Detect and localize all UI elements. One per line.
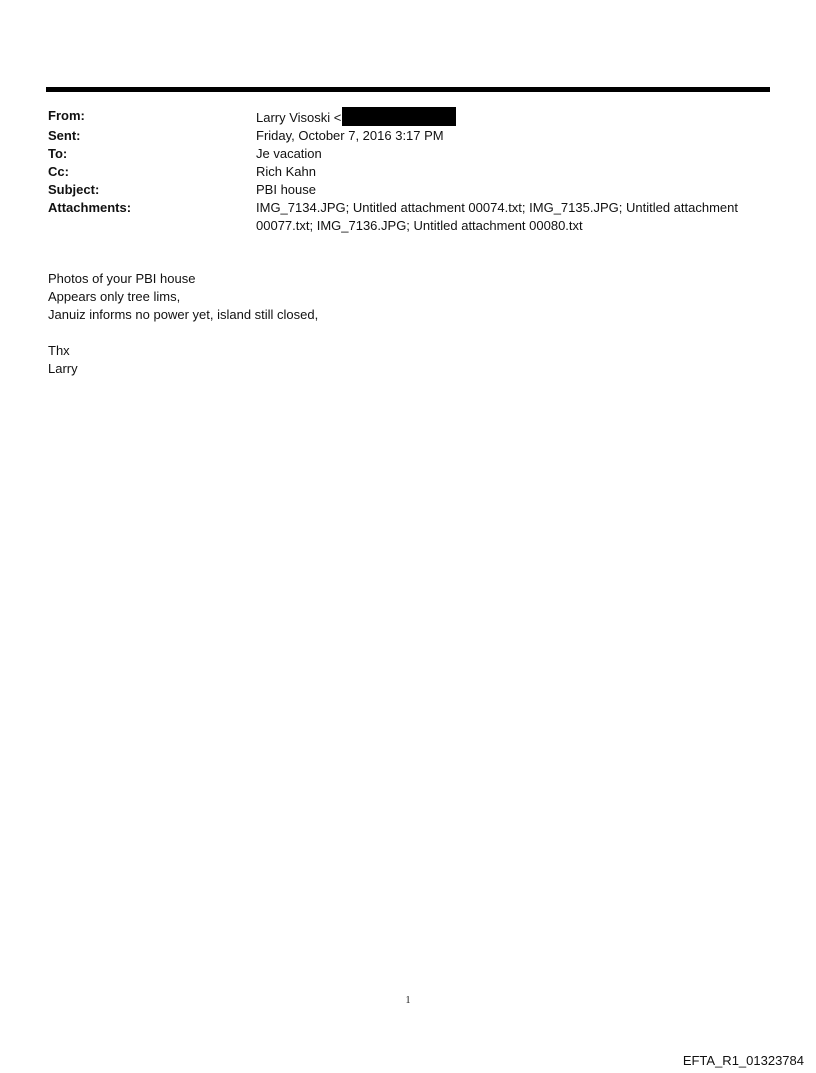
to-value: Je vacation xyxy=(256,146,322,161)
body-blank-line xyxy=(48,324,748,342)
sent-label: Sent: xyxy=(48,128,81,143)
sent-row xyxy=(48,127,768,145)
attachments-line-2: 00077.txt; IMG_7136.JPG; Untitled attachment 00080.txt xyxy=(256,218,583,233)
to-label: To: xyxy=(48,146,68,161)
body-line: Photos of your PBI house xyxy=(48,271,196,286)
cc-label: Cc: xyxy=(48,164,69,179)
email-header xyxy=(48,107,768,235)
cc-row xyxy=(48,163,768,181)
attachments-value xyxy=(256,199,768,235)
attachments-row xyxy=(48,199,768,235)
email-body xyxy=(48,270,748,378)
bates-number: EFTA_R1_01323784 xyxy=(682,1053,804,1068)
from-name: Larry Visoski < xyxy=(256,110,342,125)
header-divider xyxy=(46,87,770,92)
redaction-block xyxy=(342,107,456,126)
sent-value: Friday, October 7, 2016 3:17 PM xyxy=(256,128,444,143)
subject-value: PBI house xyxy=(256,182,316,197)
body-line: Larry xyxy=(48,361,78,376)
from-value xyxy=(256,107,768,127)
body-line: Januiz informs no power yet, island still closed, xyxy=(48,307,319,322)
cc-value: Rich Kahn xyxy=(256,164,316,179)
to-row xyxy=(48,145,768,163)
page-number: 1 xyxy=(405,995,411,1006)
body-line: Appears only tree lims, xyxy=(48,289,181,304)
from-row xyxy=(48,107,768,127)
subject-label: Subject: xyxy=(48,182,100,197)
attachments-line-1: IMG_7134.JPG; Untitled attachment 00074.txt; IMG_7135.JPG; Untitled attachment xyxy=(256,200,738,215)
body-line: Thx xyxy=(48,343,70,358)
from-label: From: xyxy=(48,108,85,123)
attachments-label: Attachments: xyxy=(48,200,132,215)
subject-row xyxy=(48,181,768,199)
